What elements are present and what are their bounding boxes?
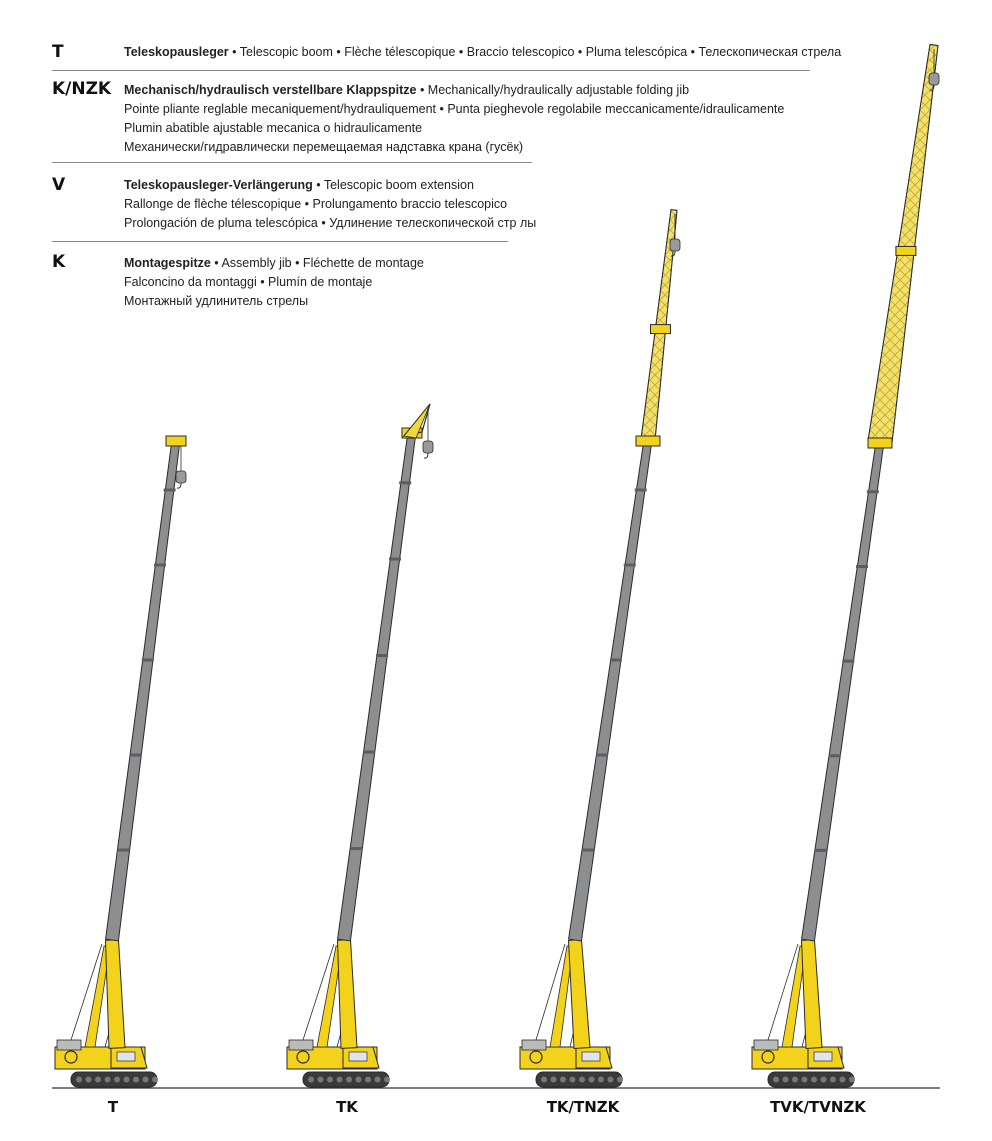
track-roller (821, 1077, 827, 1083)
track-roller (589, 1077, 595, 1083)
counterweight (57, 1040, 81, 1050)
legend-code-knzk: K/NZK (52, 79, 112, 99)
boom-section-joint (582, 849, 594, 852)
boom-section-joint (856, 565, 868, 568)
track-roller (551, 1077, 557, 1083)
track-roller (783, 1077, 789, 1083)
track-roller (773, 1077, 779, 1083)
legend-line-knzk-4: Механически/гидравлически перемещаемая надставка крана (гусёк) (124, 140, 524, 154)
hook-icon (424, 453, 428, 458)
legend-desc-k: Montagespitze • Assembly jib • Fléchette de montage Falconcino da montaggi • Plumín de montaje Монтажный удлинитель стрелы (124, 254, 424, 311)
boom-base-section (106, 940, 125, 1049)
crane-3 (520, 210, 680, 1087)
jib-joint (896, 246, 916, 255)
legend-line-knzk-3: Plumin abatible ajustable mecanica o hidraulicamente (124, 121, 423, 135)
legend-title-t: Teleskopausleger (124, 45, 229, 59)
telescopic-boom (569, 439, 652, 941)
boom-base-section (569, 940, 590, 1049)
track-roller (375, 1077, 381, 1083)
track-roller (365, 1077, 371, 1083)
boom-section-joint (815, 849, 827, 852)
legend-line-knzk-2: Pointe pliante reglable mecaniquement/hydrauliquement • Punta pieghevole regolabile meccanicamente/idraulicamente (124, 102, 785, 116)
boom-base-section (338, 940, 357, 1049)
boom-section-joint (842, 660, 854, 663)
boom-section-joint (350, 847, 362, 850)
boom-section-joint (154, 564, 166, 567)
cab-window (349, 1052, 367, 1061)
crane-2 (287, 404, 433, 1087)
track-roller (114, 1077, 120, 1083)
boom-section-joint (610, 659, 622, 662)
crane-labels-group (108, 1098, 867, 1116)
boom-section-joint (399, 481, 411, 484)
crane-4 (752, 44, 939, 1087)
legend-line-k-2: Falconcino da montaggi • Plumín de montaje (124, 275, 373, 289)
telescopic-boom (802, 441, 884, 941)
boom-section-joint (118, 849, 130, 852)
boom-base-section (802, 940, 822, 1049)
boom-section-joint (389, 558, 401, 561)
boom-section-joint (867, 490, 879, 493)
jib-base (636, 436, 660, 446)
crane-label-1: T (107, 1098, 119, 1116)
track-roller (124, 1077, 130, 1083)
crane-label-3: TK/TNZK (546, 1098, 620, 1116)
legend-desc-knzk: Mechanisch/hydraulisch verstellbare Klappspitze • Mechanically/hydraulically adjustable folding jib Pointe pliante reglable mecaniquement/hydrauliquement • Punta pieghevole regolabile meccanicamente/idraulicamente Plumin abatible ajustable mecanica o hidraulicamente Механически/гидравлически перемещаемая надставка крана (гусёк) (124, 81, 784, 157)
track-roller (356, 1077, 362, 1083)
track-roller (95, 1077, 101, 1083)
legend-code-t: T (52, 42, 64, 62)
legend-line-k-1: Assembly jib • Fléchette de montage (221, 256, 424, 270)
crane-label-4: TVK/TVNZK (770, 1098, 866, 1116)
hook-block (929, 73, 939, 85)
legend-line-v-3: Prolongación de pluma telescópica • Удлинение телескопической стр лы (124, 216, 537, 230)
track-roller (152, 1077, 158, 1083)
counterweight (289, 1040, 313, 1050)
boom-section-joint (635, 489, 647, 492)
track-roller (617, 1077, 623, 1083)
track-roller (570, 1077, 576, 1083)
boom-section-joint (164, 489, 176, 492)
lattice-jib-fill (868, 44, 938, 443)
legend-title-k: Montagespitze (124, 256, 211, 270)
telescopic-boom (106, 439, 180, 940)
counterweight (522, 1040, 546, 1050)
cranes-group (55, 44, 939, 1087)
track-roller (76, 1077, 82, 1083)
track-roller (560, 1077, 566, 1083)
folding-jib-fill (404, 404, 430, 438)
legend-line-v-1: Telescopic boom extension (323, 178, 474, 192)
boom-section-joint (142, 659, 154, 662)
jib-base (868, 438, 892, 448)
boom-section-joint (596, 754, 608, 757)
track-roller (143, 1077, 149, 1083)
legend-code-k: K (52, 252, 66, 272)
cab-window (814, 1052, 832, 1061)
hook-block (176, 471, 186, 483)
legend-line-knzk-1: Mechanically/hydraulically adjustable folding jib (427, 83, 690, 97)
hook-block (670, 239, 680, 251)
hook-block (423, 441, 433, 453)
track-roller (849, 1077, 855, 1083)
boom-section-joint (130, 754, 142, 757)
track-roller (792, 1077, 798, 1083)
crane-label-2: TK (336, 1098, 358, 1116)
counterweight (754, 1040, 778, 1050)
legend-desc-v: Teleskopausleger-Verlängerung • Telescopic boom extension Rallonge de flèche télescopique • Prolungamento braccio telescopico Prolongación de pluma telescópica • Удлинение телескопической стр лы (124, 176, 536, 233)
legend-code-v: V (52, 175, 66, 195)
track-roller (541, 1077, 547, 1083)
boom-section-joint (376, 654, 388, 657)
boom-section-joint (363, 751, 375, 754)
legend-line-t-1: Telescopic boom • Flèche télescopique • Braccio telescopico • Pluma telescópica • Телескопическая стрела (239, 45, 842, 59)
boom-section-joint (624, 564, 636, 567)
track-roller (384, 1077, 390, 1083)
track-roller (811, 1077, 817, 1083)
track-roller (337, 1077, 343, 1083)
cab-window (117, 1052, 135, 1061)
track-roller (802, 1077, 808, 1083)
track-roller (318, 1077, 324, 1083)
legend-desc-t: Teleskopausleger • Telescopic boom • Flèche télescopique • Braccio telescopico • Pluma telescópica • Телескопическая стрела (124, 45, 842, 59)
boom-head (166, 436, 186, 446)
track-roller (346, 1077, 352, 1083)
legend-line-v-2: Rallonge de flèche télescopique • Prolungamento braccio telescopico (124, 197, 508, 211)
track-roller (133, 1077, 139, 1083)
jib-joint (650, 325, 670, 334)
hook-icon (177, 483, 181, 488)
legend-title-v: Teleskopausleger-Verlängerung (124, 178, 313, 192)
track-roller (608, 1077, 614, 1083)
telescopic-boom (338, 431, 416, 940)
track-roller (579, 1077, 585, 1083)
legend-line-k-3: Монтажный удлинитель стрелы (124, 294, 309, 308)
track-roller (105, 1077, 111, 1083)
track-roller (308, 1077, 314, 1083)
crane-1 (55, 436, 186, 1087)
boom-section-joint (829, 754, 841, 757)
track-roller (830, 1077, 836, 1083)
track-roller (327, 1077, 333, 1083)
track-roller (840, 1077, 846, 1083)
track-roller (86, 1077, 92, 1083)
legend-title-knzk: Mechanisch/hydraulisch verstellbare Klappspitze (124, 83, 417, 97)
track-roller (598, 1077, 604, 1083)
cab-window (582, 1052, 600, 1061)
